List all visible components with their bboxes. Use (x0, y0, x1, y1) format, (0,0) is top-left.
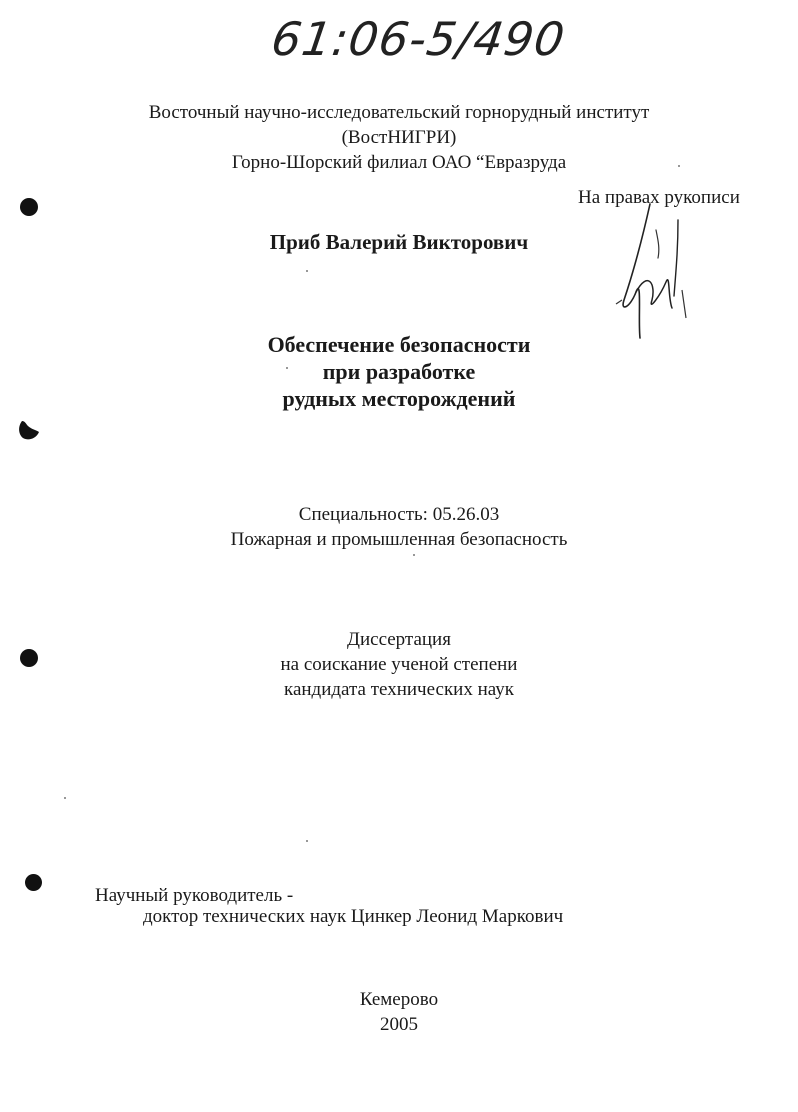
degree-name: кандидата технических наук (284, 679, 514, 700)
author-name: Приб Валерий Викторович (269, 230, 529, 254)
signature-image (612, 200, 692, 345)
author-block (0, 229, 798, 256)
degree-purpose: на соискание ученой степени (280, 654, 518, 675)
punch-hole-mark (25, 874, 42, 891)
punch-hole-mark (16, 418, 42, 442)
scan-speck (306, 270, 308, 272)
archive-code: 61:06-5/490 (268, 12, 569, 66)
institute-header (0, 100, 798, 175)
institute-name: Восточный научно-исследовательский горнорудный институт (148, 102, 650, 123)
city: Кемерово (359, 989, 439, 1010)
scan-speck (413, 554, 415, 556)
manuscript-note: На правах рукописи (578, 187, 740, 208)
specialty-code: Специальность: 05.26.03 (298, 504, 500, 525)
institute-abbreviation: (ВостНИГРИ) (341, 127, 457, 148)
supervisor-name: доктор технических наук Цинкер Леонид Маркович (143, 906, 564, 927)
scan-speck (286, 367, 288, 369)
punch-hole-mark (20, 649, 38, 667)
document-type: Диссертация (347, 629, 451, 650)
scan-speck (678, 165, 680, 167)
specialty-block (0, 502, 798, 552)
title-line-3: рудных месторождений (282, 386, 516, 411)
punch-hole-mark (20, 198, 38, 216)
branch-name: Горно-Шорский филиал ОАО “Евразруда (231, 152, 567, 173)
scan-speck (64, 797, 66, 799)
title-line-1: Обеспечение безопасности (267, 332, 531, 357)
dissertation-title (0, 331, 798, 412)
title-line-2: при разработке (322, 359, 476, 384)
degree-block (0, 627, 798, 702)
supervisor-label: Научный руководитель - (95, 885, 294, 906)
footer-block (0, 987, 798, 1037)
year: 2005 (380, 1014, 418, 1035)
specialty-name: Пожарная и промышленная безопасность (230, 529, 568, 550)
scan-speck (306, 840, 308, 842)
